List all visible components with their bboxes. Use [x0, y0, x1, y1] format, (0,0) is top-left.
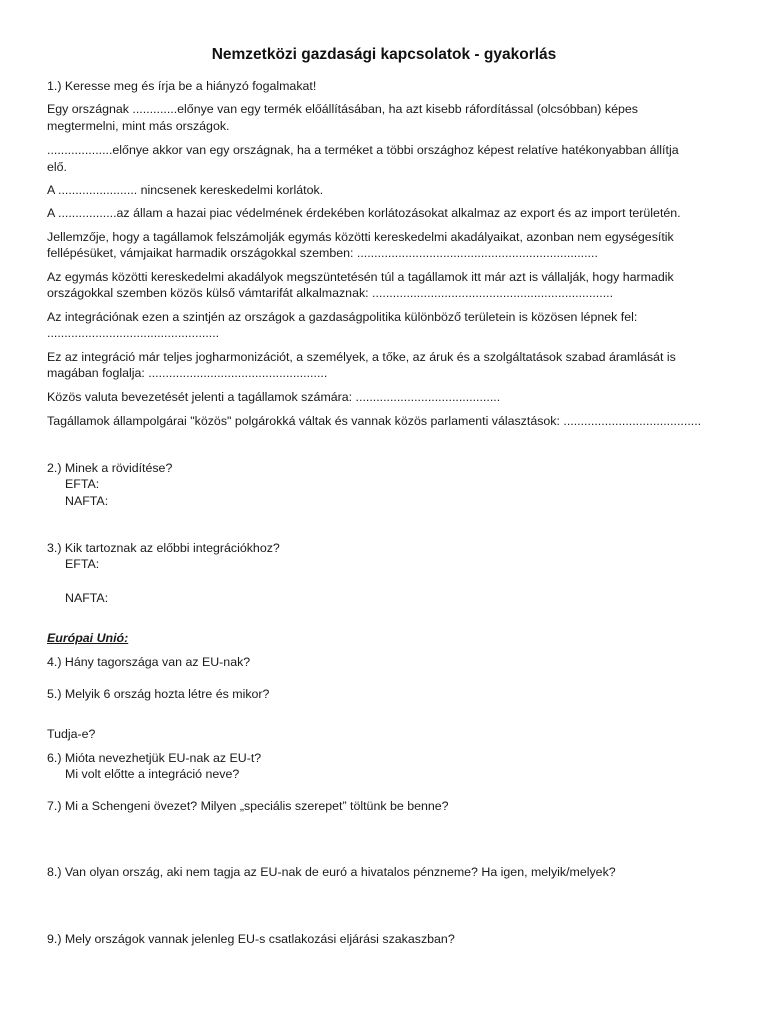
- text-line: A ....................... nincsenek kereskedelmi korlátok.: [47, 183, 324, 197]
- text-line: fellépésüket, vámjaikat harmadik országokkal szemben: ......................................................................: [47, 246, 598, 260]
- text-line: A .................az állam a hazai piac védelmének érdekében korlátozásokat alkalmaz az export és az import területén.: [47, 206, 681, 220]
- question-1: 1.) Keresse meg és írja be a hiányzó fogalmakat!: [47, 79, 317, 93]
- text-line: megtermelni, mint más országok.: [47, 119, 230, 133]
- text-line: Az integrációnak ezen a szintjén az országok a gazdaságpolitika különböző területein is közösen lépnek fel:: [47, 310, 638, 324]
- question-5: 5.) Melyik 6 ország hozta létre és mikor?: [47, 687, 270, 701]
- question-4: 4.) Hány tagországa van az EU-nak?: [47, 655, 251, 669]
- question-3: 3.) Kik tartoznak az előbbi integrációkhoz?: [47, 541, 280, 555]
- text-line: Jellemzője, hogy a tagállamok felszámolják egymás közötti kereskedelmi akadályaikat, azonban nem egységesítik: [47, 230, 674, 244]
- question-6: 6.) Mióta nevezhetjük EU-nak az EU-t?: [47, 751, 262, 765]
- text-line: ..................................................: [47, 326, 220, 340]
- text-line: Egy országnak .............előnye van egy termék előállításában, ha azt kisebb ráfordítással (olcsóbban) képes: [47, 102, 638, 116]
- answer-label-efta: EFTA:: [65, 477, 100, 491]
- answer-label-nafta: NAFTA:: [65, 494, 109, 508]
- text-line: Ez az integráció már teljes jogharmonizációt, a személyek, a tőke, az áruk és a szolgáltatások szabad áramlását is: [47, 350, 676, 364]
- question-6-sub: Mi volt előtte a integráció neve?: [65, 767, 240, 781]
- question-7: 7.) Mi a Schengeni övezet? Milyen „speciális szerepet” töltünk be benne?: [47, 799, 449, 813]
- text-line: Tagállamok állampolgárai "közös" polgárokká váltak és vannak közös parlamenti választások: ........................................: [47, 414, 702, 428]
- text-line: Közös valuta bevezetését jelenti a tagállamok számára: ..........................................: [47, 390, 501, 404]
- text-line: ...................előnye akkor van egy országnak, ha a terméket a többi országhoz képest relatíve hatékonyabban állítja: [47, 143, 679, 157]
- section-heading-eu: Európai Unió:: [47, 631, 129, 645]
- question-8: 8.) Van olyan ország, aki nem tagja az EU-nak de euró a hivatalos pénzneme? Ha igen, melyik/melyek?: [47, 865, 616, 879]
- answer-label-efta: EFTA:: [65, 557, 100, 571]
- text-line: országokkal szemben közös külső vámtarifát alkalmaznak: ......................................................................: [47, 286, 614, 300]
- document-title: Nemzetközi gazdasági kapcsolatok - gyakorlás: [211, 46, 557, 63]
- text-line: Az egymás közötti kereskedelmi akadályok megszüntetésén túl a tagállamok itt már azt is vállalják, hogy harmadik: [47, 270, 674, 284]
- answer-label-nafta: NAFTA:: [65, 591, 109, 605]
- question-2: 2.) Minek a rövidítése?: [47, 461, 173, 475]
- subheading-tudja-e: Tudja-e?: [47, 727, 96, 741]
- text-line: magában foglalja: ....................................................: [47, 366, 328, 380]
- question-9: 9.) Mely országok vannak jelenleg EU-s csatlakozási eljárási szakaszban?: [47, 932, 455, 946]
- text-line: elő.: [47, 160, 67, 174]
